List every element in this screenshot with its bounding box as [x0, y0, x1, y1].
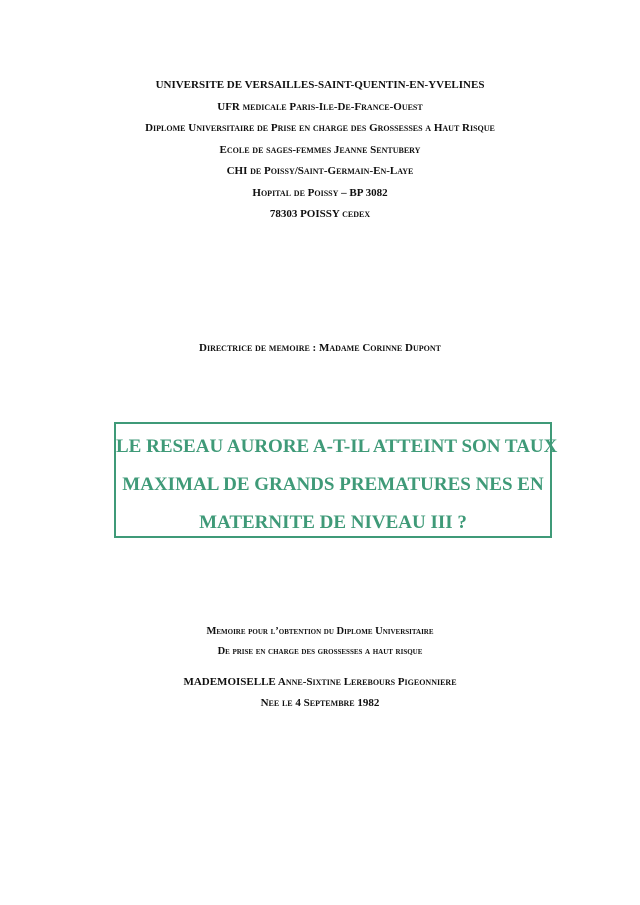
diploma-name: Diplome Universitaire de Prise en charge des Grossesses a Haut Risque	[145, 122, 495, 134]
title-line: MAXIMAL DE GRANDS PREMATURES NES EN	[122, 474, 544, 495]
hospital-group: CHI de Poissy/Saint-Germain-En-Laye	[226, 165, 414, 177]
title-line: LE RESEAU AURORE A-T-IL ATTEINT SON TAUX	[116, 436, 558, 457]
author-name: MADEMOISELLE Anne-Sixtine Lerebours Pigeonniere	[183, 676, 457, 688]
hospital-name: Hopital de Poissy – BP 3082	[252, 186, 388, 199]
memoire-info	[0, 622, 640, 713]
postal-address: 78303 POISSY cedex	[269, 208, 371, 220]
memoire-diploma: De prise en charge des grossesses a haut risque	[217, 646, 423, 657]
ufr-name: UFR medicale Paris-Ile-De-France-Ouest	[217, 100, 423, 113]
institution-header	[0, 75, 640, 226]
thesis-director: Directrice de memoire : Madame Corinne Dupont	[199, 342, 441, 354]
university-name: UNIVERSITE DE VERSAILLES-SAINT-QUENTIN-EN-YVELINES	[155, 79, 485, 91]
memoire-purpose: Memoire pour l’obtention du Diplome Universitaire	[206, 626, 434, 637]
school-name: Ecole de sages-femmes Jeanne Sentubery	[219, 143, 421, 156]
title-box	[114, 422, 558, 538]
author-birthdate: Nee le 4 Septembre 1982	[260, 697, 380, 709]
title-line: MATERNITE DE NIVEAU III ?	[199, 512, 467, 533]
